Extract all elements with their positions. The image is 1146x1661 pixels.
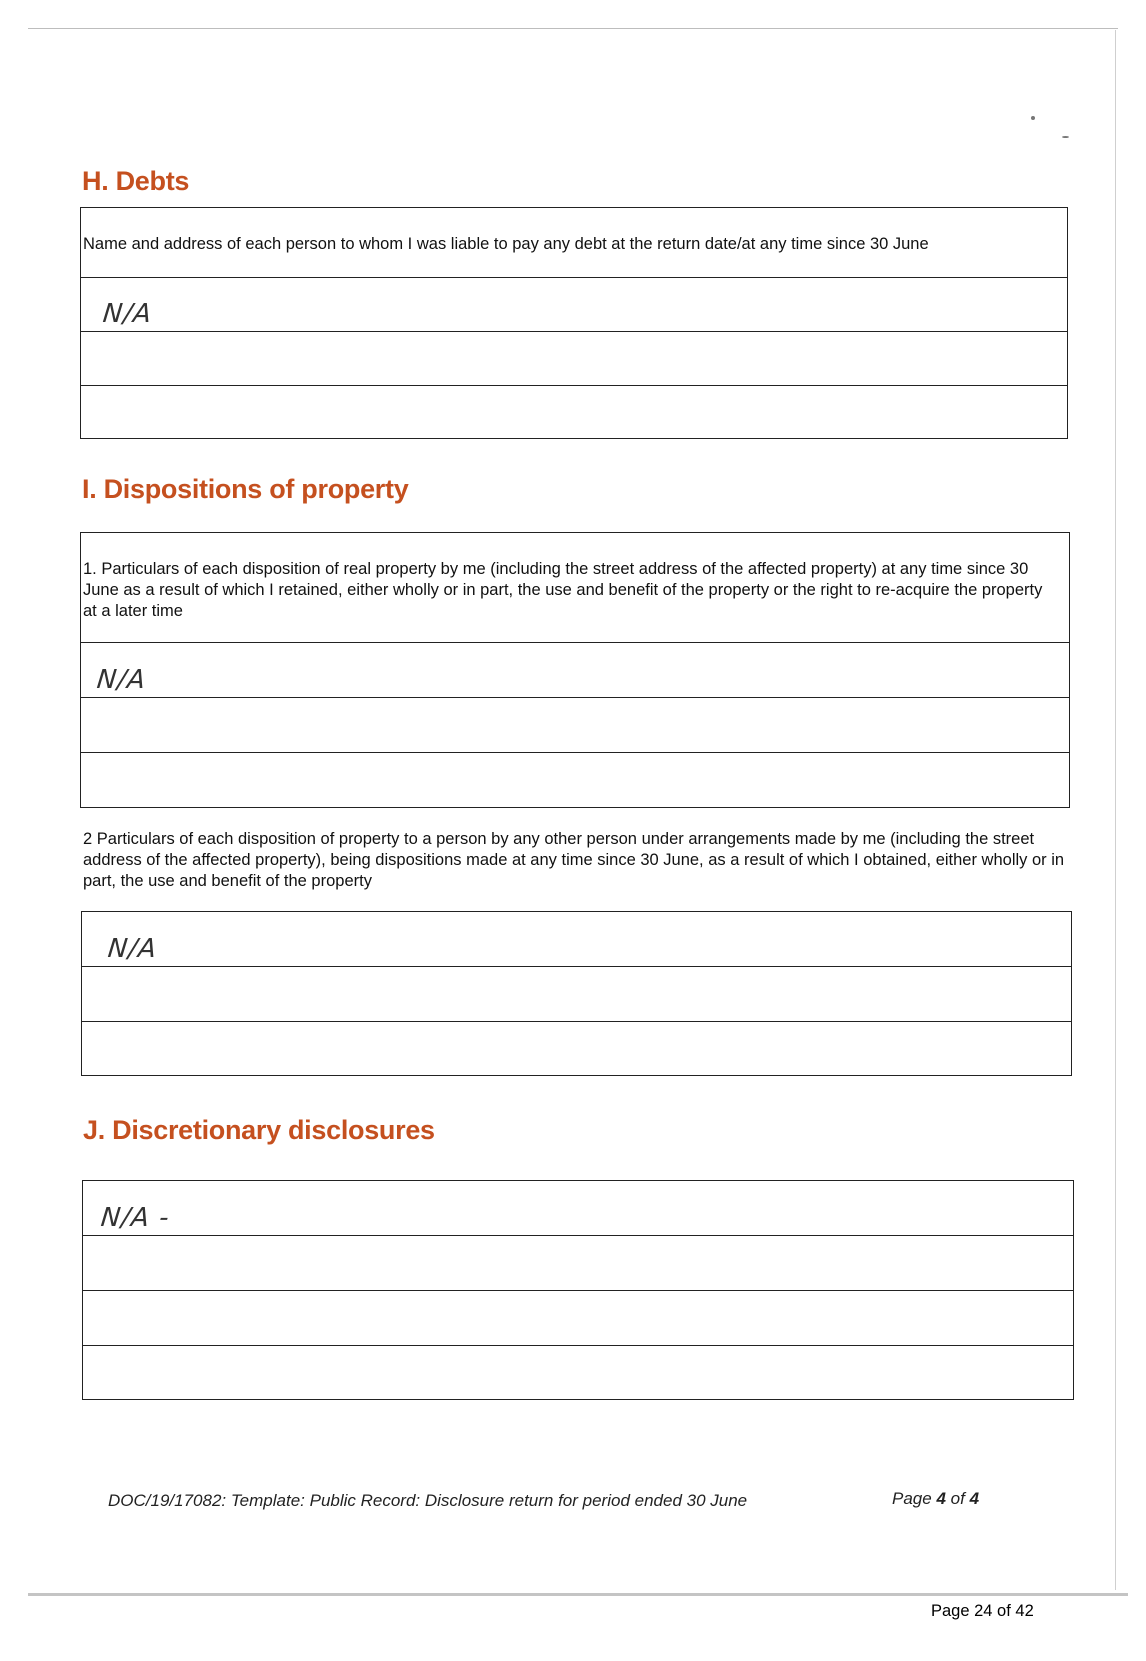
- discretionary-row-3[interactable]: [83, 1291, 1073, 1346]
- section-heading-dispositions: I. Dispositions of property: [82, 474, 409, 504]
- dispositions-item1-table: [80, 532, 1070, 808]
- debts-row-2[interactable]: [81, 332, 1067, 386]
- dispositions-item2-row-1[interactable]: [82, 912, 1071, 967]
- discretionary-row-2[interactable]: [83, 1236, 1073, 1291]
- dispositions-item2-table: [81, 911, 1072, 1076]
- handwritten-entry: N/A: [95, 665, 148, 695]
- handwritten-entry: N/A -: [99, 1203, 172, 1233]
- section-heading-discretionary: J. Discretionary disclosures: [83, 1115, 435, 1145]
- bottom-rule: [28, 1593, 1128, 1596]
- section-heading-debts: H. Debts: [82, 166, 190, 196]
- debts-table-header: Name and address of each person to whom I was liable to pay any debt at the return date/at any time since 30 June: [81, 208, 1067, 278]
- dispositions-item1-row-3[interactable]: [81, 753, 1069, 806]
- scan-speck: [1062, 136, 1069, 138]
- footer-page-current: 4: [936, 1489, 946, 1508]
- footer-page-label: Page: [892, 1489, 932, 1508]
- footer-page-total: 4: [969, 1489, 980, 1508]
- debts-table: [80, 207, 1068, 439]
- scan-edge: [1115, 30, 1116, 1590]
- discretionary-row-4[interactable]: [83, 1346, 1073, 1398]
- scan-page-number: Page 24 of 42: [931, 1602, 1034, 1620]
- footer-page-of: of: [950, 1489, 965, 1508]
- handwritten-entry: N/A: [106, 934, 159, 964]
- debts-row-3[interactable]: [81, 386, 1067, 437]
- dispositions-item2-text: 2 Particulars of each disposition of property to a person by any other person under arrangements made by me (including the street address of the affected property), being dispositions made at any time since 30 June, as a result of which I obtained, either wholly or in part, the use and benefit of the property: [83, 830, 1065, 890]
- top-rule: [28, 28, 1118, 29]
- dispositions-item2-row-3[interactable]: [82, 1022, 1071, 1074]
- dispositions-item1-header: 1. Particulars of each disposition of real property by me (including the street address of the affected property) at any time since 30 June as a result of which I retained, either wholly or in part, the use and benefit of the property or the right to re-acquire the property at a later time: [81, 533, 1069, 643]
- dispositions-item1-row-2[interactable]: [81, 698, 1069, 753]
- handwritten-entry: N/A: [101, 299, 154, 329]
- dispositions-item2-row-2[interactable]: [82, 967, 1071, 1022]
- footer-doc-reference: DOC/19/17082: Template: Public Record: Disclosure return for period ended 30 June: [108, 1491, 748, 1510]
- scan-speck: [1031, 116, 1035, 120]
- footer-page-number: [892, 1489, 979, 1509]
- discretionary-row-1[interactable]: [83, 1181, 1073, 1236]
- dispositions-item1-row-1[interactable]: [81, 643, 1069, 698]
- discretionary-table: [82, 1180, 1074, 1400]
- debts-row-1[interactable]: [81, 278, 1067, 332]
